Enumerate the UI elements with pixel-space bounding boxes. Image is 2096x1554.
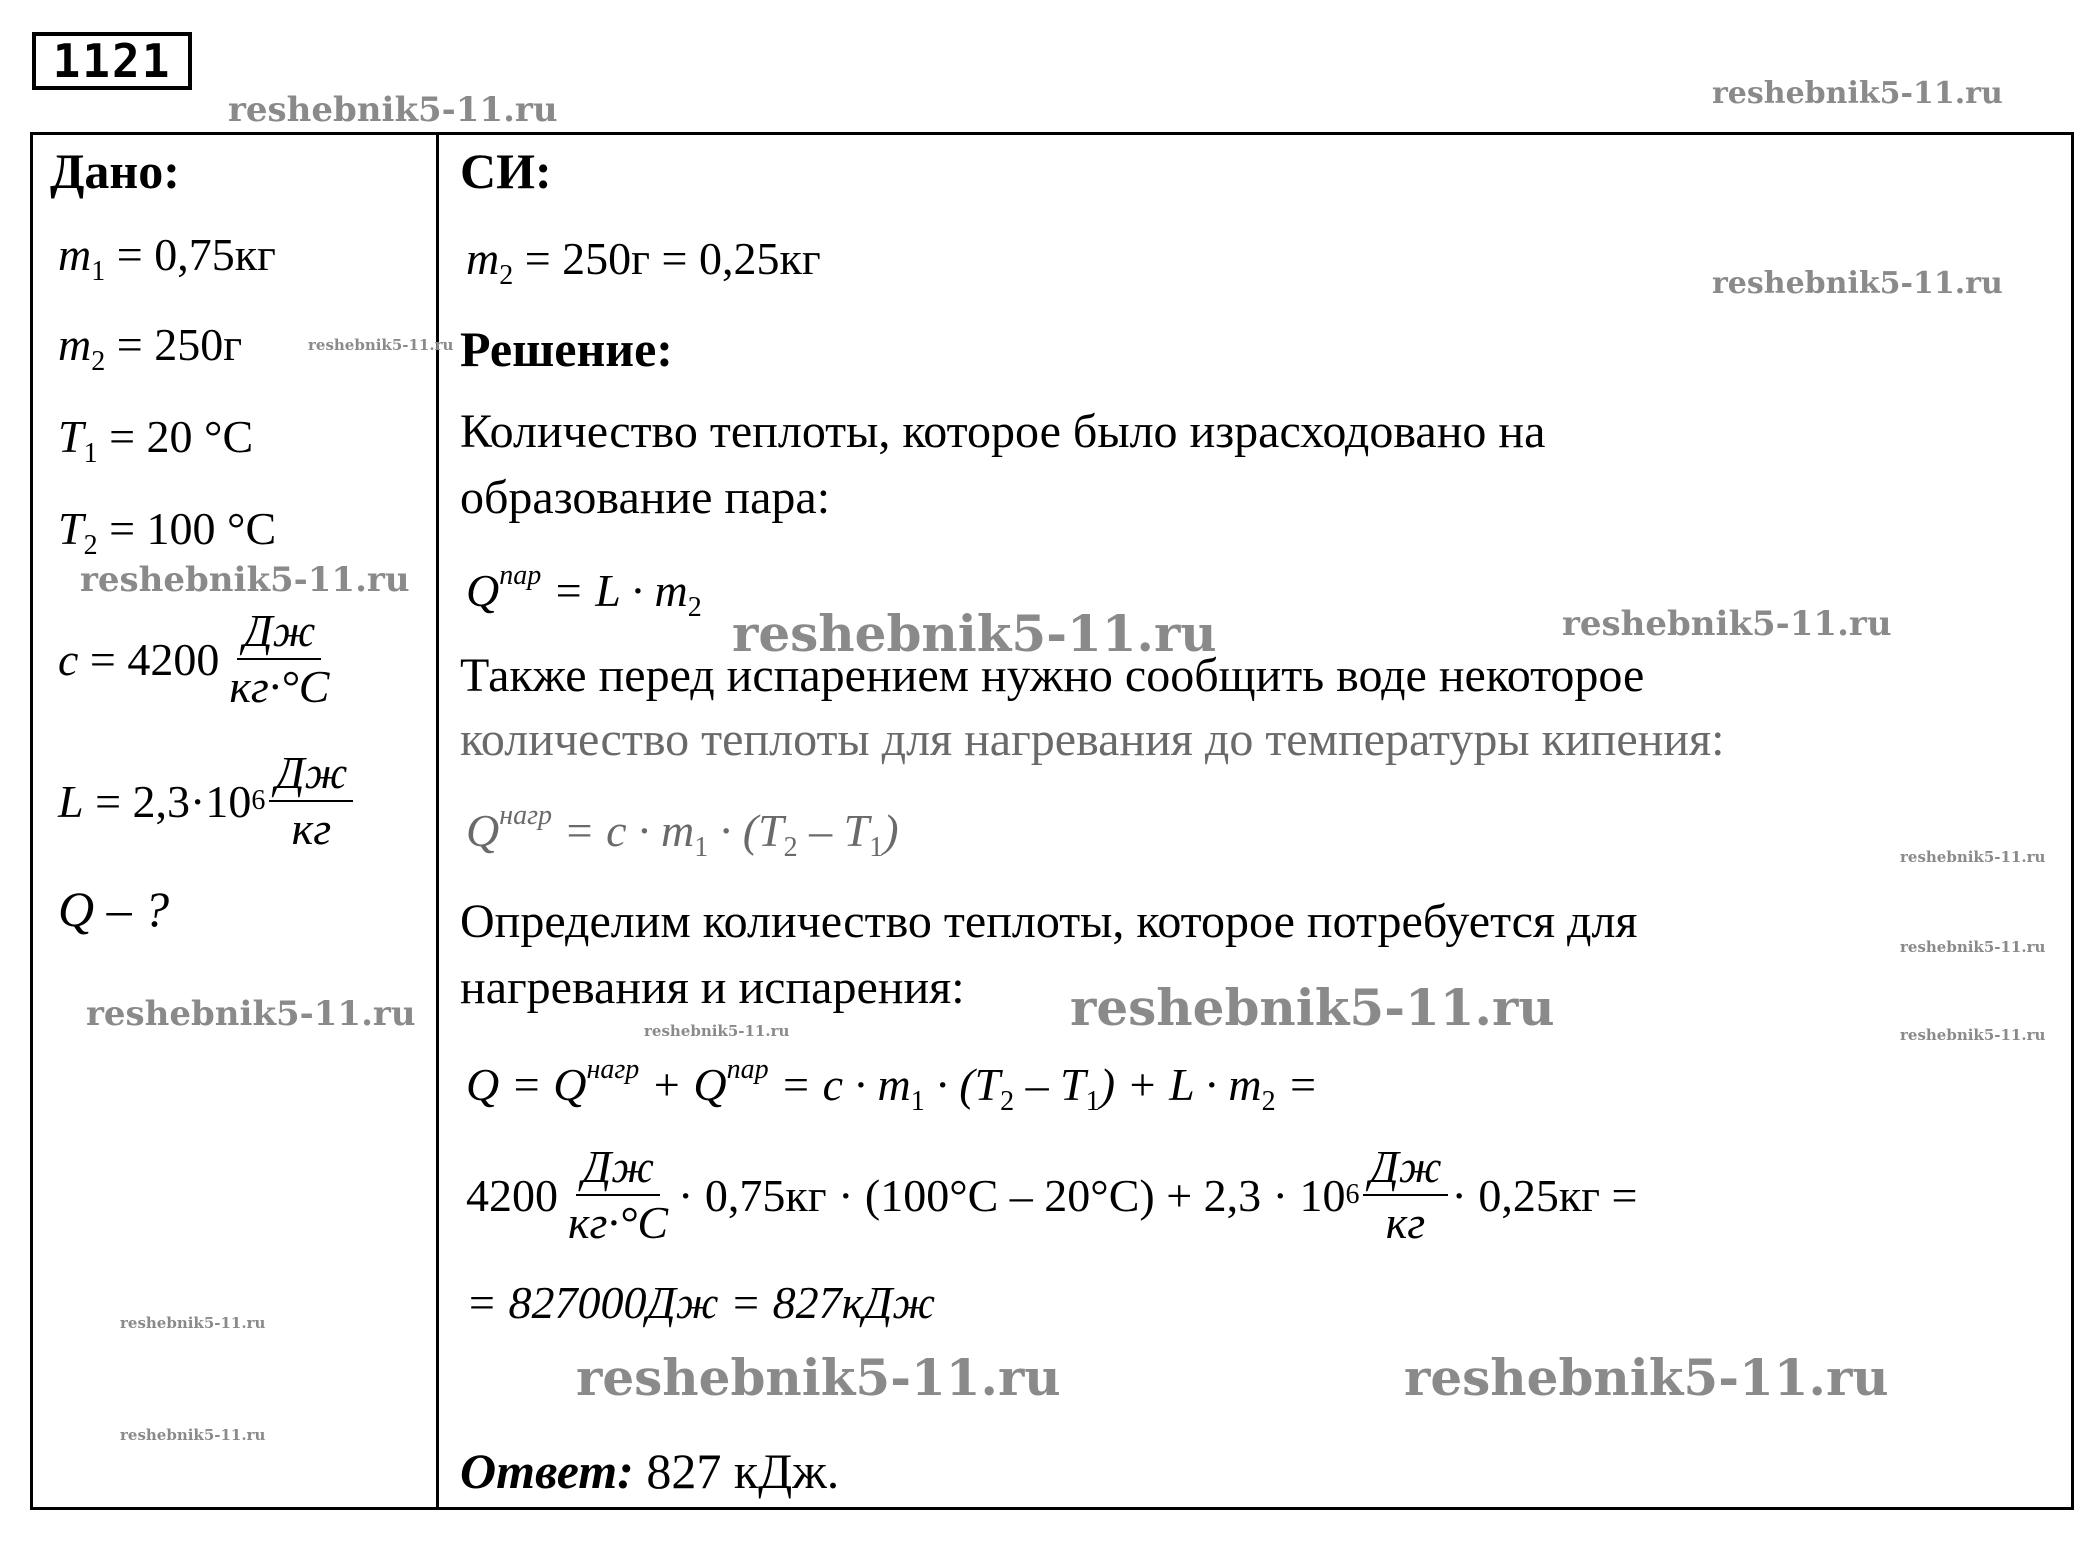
watermark: reshebnik5-11.ru bbox=[120, 1314, 266, 1332]
si-header: СИ: bbox=[460, 143, 552, 199]
formula-result: = 827000Дж = 827кДж bbox=[466, 1277, 936, 1328]
watermark: reshebnik5-11.ru bbox=[1712, 266, 2003, 301]
watermark: reshebnik5-11.ru bbox=[1562, 604, 1892, 644]
given-t1: $T_1 = 20$ °C bbox=[58, 411, 254, 469]
solution-paragraph-3a: Определим количество теплоты, которое потребуется для bbox=[460, 895, 1638, 948]
given-unknown: Q – ? bbox=[58, 881, 170, 937]
watermark: reshebnik5-11.ru bbox=[732, 604, 1217, 663]
solution-header: Решение: bbox=[460, 321, 673, 377]
solution-paragraph-1a: Количество теплоты, которое было израсходовано на bbox=[460, 405, 1546, 458]
answer-line bbox=[460, 1442, 839, 1500]
formula-q-total: $Q = Q^{нагр} + Q^{пар} = c \cdot m_1 \cdot (T_2 - T_1) + L \cdot m_2$ = bbox=[466, 1054, 1319, 1117]
watermark: reshebnik5-11.ru bbox=[1900, 938, 2046, 956]
given-m2: $m_2 = 250г$ bbox=[58, 319, 243, 377]
given-t2: $T_2 = 100$ °C bbox=[58, 503, 277, 561]
watermark: reshebnik5-11.ru bbox=[1070, 978, 1555, 1037]
watermark: reshebnik5-11.ru bbox=[228, 90, 558, 130]
formula-q-par: $Q^{пар} = L \cdot m_2$ bbox=[466, 560, 702, 623]
given-c: c = 4200 $\frac{Дж}{кг\cdot^\circ C}$ bbox=[58, 605, 330, 712]
watermark: reshebnik5-11.ru bbox=[80, 560, 410, 600]
formula-q-nagr: $Q^{нагр} = c \cdot m_1 \cdot (T_2 - T_1)$ bbox=[466, 800, 899, 863]
si-conversion: $m_2 = 250г = 0,25кг$ bbox=[466, 233, 821, 291]
formula-substitution: 4200 $\frac{Дж}{кг\cdot^\circ C}$ · 0,75кг · (100°C – 20°C) + 2,3 · 10 6 $\frac{Дж}{кг}$ · 0,25кг = bbox=[466, 1141, 1638, 1248]
solution-paragraph-2a: Также перед испарением нужно сообщить воде некоторое bbox=[460, 649, 1645, 702]
solution-paragraph-2b: количество теплоты для нагревания до температуры кипения: bbox=[460, 713, 1725, 766]
watermark: reshebnik5-11.ru bbox=[86, 994, 416, 1034]
watermark: reshebnik5-11.ru bbox=[1404, 1348, 1889, 1407]
given-header: Дано: bbox=[50, 143, 180, 199]
given-l: L = 2,3·10 6 $\frac{Дж}{кг}$ bbox=[58, 746, 357, 856]
watermark: reshebnik5-11.ru bbox=[576, 1348, 1061, 1407]
solution-paragraph-1b: образование пара: bbox=[460, 471, 831, 524]
answer-label: Ответ: bbox=[460, 1443, 634, 1499]
watermark: reshebnik5-11.ru bbox=[308, 336, 454, 354]
given-m1: $m_1 = 0,75кг$ bbox=[58, 229, 276, 287]
watermark: reshebnik5-11.ru bbox=[1712, 76, 2003, 111]
solution-paragraph-3b: нагревания и испарения: bbox=[460, 961, 965, 1014]
watermark: reshebnik5-11.ru bbox=[644, 1022, 790, 1040]
watermark: reshebnik5-11.ru bbox=[1900, 848, 2046, 866]
watermark: reshebnik5-11.ru bbox=[1900, 1026, 2046, 1044]
problem-number: 1121 bbox=[32, 32, 192, 90]
answer-value: 827 кДж. bbox=[646, 1443, 840, 1499]
watermark: reshebnik5-11.ru bbox=[120, 1426, 266, 1444]
